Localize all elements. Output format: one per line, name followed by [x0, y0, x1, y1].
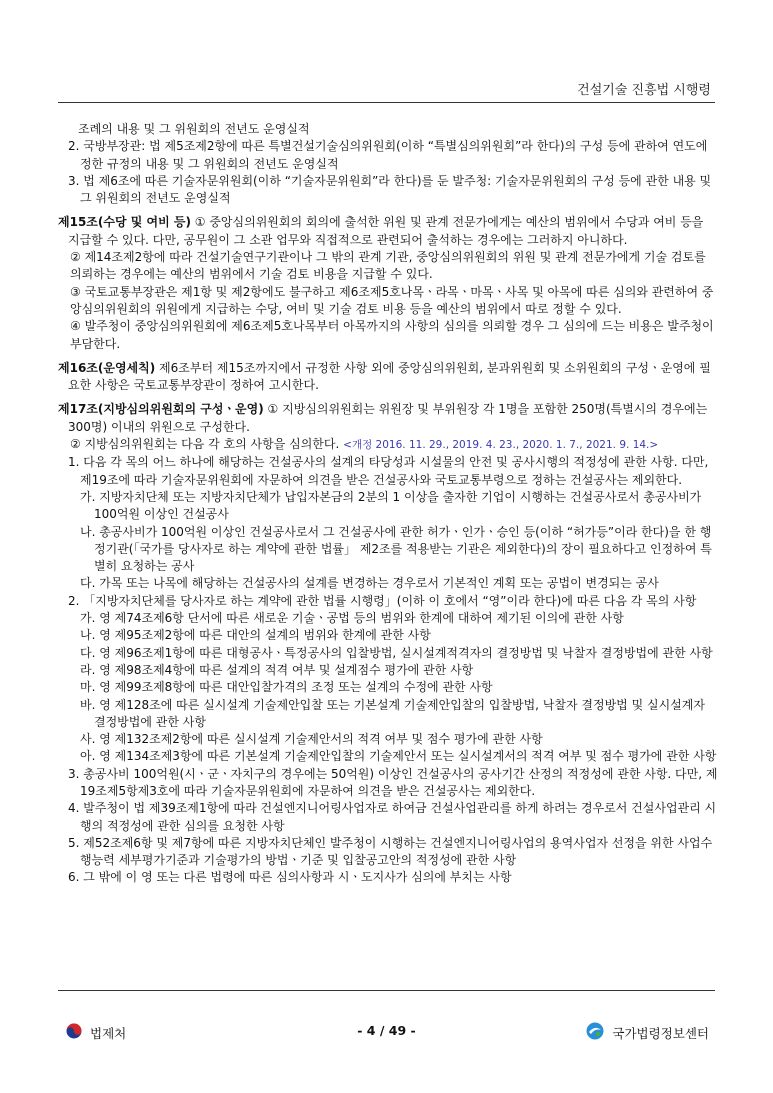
footer-divider	[58, 990, 715, 991]
sub-item: 바. 영 제128조에 따른 실시설계 기술제안입찰 또는 기본설계 기술제안입찰의 입찰방법, 낙찰자 결정방법 및 실시설계자 결정방법에 관한 사항	[80, 697, 705, 729]
article-title: 제16조(운영세칙)	[58, 360, 156, 375]
footer-right-label: 국가법령정보센터	[612, 1025, 709, 1041]
list-item: 6. 그 밖에 이 영 또는 다른 법령에 따른 심의사항과 시ㆍ도지사가 심의에 부치는 사항	[68, 870, 512, 885]
paragraph-text: ② 지방심의위원회는 다음 각 호의 사항을 심의한다.	[70, 437, 340, 452]
list-item: 2. 「지방자치단체를 당사자로 하는 계약에 관한 법률 시행령」(이하 이 호에서 “영”이라 한다)에 따른 다음 각 목의 사항	[68, 593, 697, 608]
list-item: 4. 발주청이 법 제39조제1항에 따라 건설엔지니어링사업자로 하여금 건설사업관리를 하게 하려는 경우로서 건설사업관리 시행의 적정성에 관한 심의를 요청한 사항	[68, 801, 717, 833]
sub-item: 라. 영 제98조제4항에 따른 설계의 적격 여부 및 설계점수 평가에 관한 사항	[80, 662, 474, 677]
article-text: ① 지방심의위원회는 위원장 및 부위원장 각 1명을 포함한 250명(특별시의 경우에는 300명) 이내의 위원으로 구성한다.	[68, 402, 708, 434]
paragraph: ③ 국토교통부장관은 제1항 및 제2항에도 불구하고 제6조제5호나목ㆍ라목ㆍ마목ㆍ사목 및 아목에 따른 심의와 관련하여 중앙심의위원회의 위원에게 지급하는 수당, 여비 및 기술 검토 비용 등을 예산의 범위에서 따로 정할 수 있다.	[70, 284, 714, 316]
list-item: 3. 총공사비 100억원(시ㆍ군ㆍ자치구의 경우에는 50억원) 이상인 건설공사의 공사기간 산정의 적정성에 관한 사항. 다만, 제19조제5항제3호에 따라 기술자문위원회에 자문하여 의견을 받은 건설공사는 제외한다.	[68, 766, 718, 798]
sub-item: 아. 영 제134조제3항에 따른 기본설계 기술제안입찰의 기술제안서 또는 실시설계서의 적격 여부 및 점수 평가에 관한 사항	[80, 749, 717, 764]
document-body	[58, 121, 718, 887]
page-number: - 4 / 49 -	[357, 1023, 416, 1038]
article-title: 제17조(지방심의위원회의 구성ㆍ운영)	[58, 402, 264, 417]
header-divider	[58, 102, 715, 103]
sub-item: 나. 총공사비가 100억원 이상인 건설공사로서 그 건설공사에 관한 허가ㆍ인가ㆍ승인 등(이하 “허가등”이라 한다)을 한 행정기관(「국가를 당사자로 하는 계약에 관한 법률」 제2조를 적용받는 기관은 제외한다)의 장이 필요하다고 인정하여 특별히 요청하는 공사	[80, 524, 712, 574]
list-item: 5. 제52조제6항 및 제7항에 따른 지방자치단체인 발주청이 시행하는 건설엔지니어링사업의 용역사업자 선정을 위한 사업수행능력 세부평가기준과 기술평가의 방법ㆍ기준 및 입찰공고안의 적정성에 관한 사항	[68, 835, 713, 868]
article-title: 제15조(수당 및 여비 등)	[58, 215, 191, 230]
amendment-note: <개정 2016. 11. 29., 2019. 4. 23., 2020. 1. 7., 2021. 9. 14.>	[343, 439, 659, 452]
sub-item: 가. 지방자치단체 또는 지방자치단체가 납입자본금의 2분의 1 이상을 출자한 기업이 시행하는 건설공사로서 총공사비가 100억원 이상인 건설공사	[80, 489, 702, 522]
list-item: 2. 국방부장관: 법 제5조제2항에 따른 특별건설기술심의위원회(이하 “특별심의위원회”라 한다)의 구성 등에 관하여 연도에 정한 규정의 내용 및 그 위원회의 전년도 운영실적	[68, 139, 708, 171]
article-16	[58, 360, 718, 395]
sub-item: 나. 영 제95조제2항에 따른 대안의 설계의 범위와 한계에 관한 사항	[80, 628, 431, 643]
footer-left-label: 법제처	[90, 1025, 127, 1041]
list-item: 3. 법 제6조에 따른 기술자문위원회(이하 “기술자문위원회”라 한다)를 둔 발주청: 기술자문위원회의 구성 등에 관한 내용 및 그 위원회의 전년도 운영실적	[68, 173, 712, 206]
sub-item: 다. 영 제96조제1항에 따른 대형공사ㆍ특정공사의 입찰방법, 실시설계적격자의 결정방법 및 낙찰자 결정방법에 관한 사항	[80, 645, 713, 660]
document-header-title: 건설기술 진흥법 시행령	[577, 83, 711, 98]
paragraph	[58, 436, 718, 454]
sub-item: 사. 영 제132조제2항에 따른 실시설계 기술제안서의 적격 여부 및 점수 평가에 관한 사항	[80, 732, 543, 747]
paragraph: ④ 발주청이 중앙심의위원회에 제6조제5호나목부터 아목까지의 사항의 심의를 의뢰할 경우 그 심의에 드는 비용은 발주청이 부담한다.	[70, 319, 714, 351]
footer-right	[586, 1022, 709, 1043]
paragraph: ② 제14조제2항에 따라 건설기술연구기관이나 그 밖의 관계 기관, 중앙심의위원회의 위원 및 관계 전문가에게 기술 검토를 의뢰하는 경우에는 예산의 범위에서 기술 검토 비용을 지급할 수 있다.	[70, 250, 706, 282]
article-15	[58, 214, 718, 249]
article-17	[58, 401, 718, 436]
sub-item: 가. 영 제74조제6항 단서에 따른 새로운 기술ㆍ공법 등의 범위와 한계에 대하여 제기된 이의에 관한 사항	[80, 611, 624, 626]
list-item: 1. 다음 각 목의 어느 하나에 해당하는 건설공사의 설계의 타당성과 시설물의 안전 및 공사시행의 적정성에 관한 사항. 다만, 제19조에 따라 기술자문위원회에 자문하여 의견을 받은 건설공사와 국토교통부령으로 정하는 건설공사는 제외한다.	[68, 455, 709, 487]
article-text: 제6조부터 제15조까지에서 규정한 사항 외에 중앙심의위원회, 분과위원회 및 소위원회의 구성ㆍ운영에 필요한 사항은 국토교통부장관이 정하여 고시한다.	[68, 360, 711, 393]
sub-item: 마. 영 제99조제8항에 따른 대안입찰가격의 조정 또는 설계의 수정에 관한 사항	[80, 680, 493, 695]
sub-item: 다. 가목 또는 나목에 해당하는 건설공사의 설계를 변경하는 경우로서 기본적인 계획 또는 공법이 변경되는 공사	[80, 576, 659, 591]
article-text: ① 중앙심의위원회의 회의에 출석한 위원 및 관계 전문가에게는 예산의 범위에서 수당과 여비 등을 지급할 수 있다. 다만, 공무원이 그 소관 업무와 직접적으로 관련되어 출석하는 경우에는 그러하지 아니하다.	[68, 215, 704, 247]
law-center-logo-icon	[586, 1022, 604, 1043]
paragraph: 조례의 내용 및 그 위원회의 전년도 운영실적	[78, 122, 310, 136]
